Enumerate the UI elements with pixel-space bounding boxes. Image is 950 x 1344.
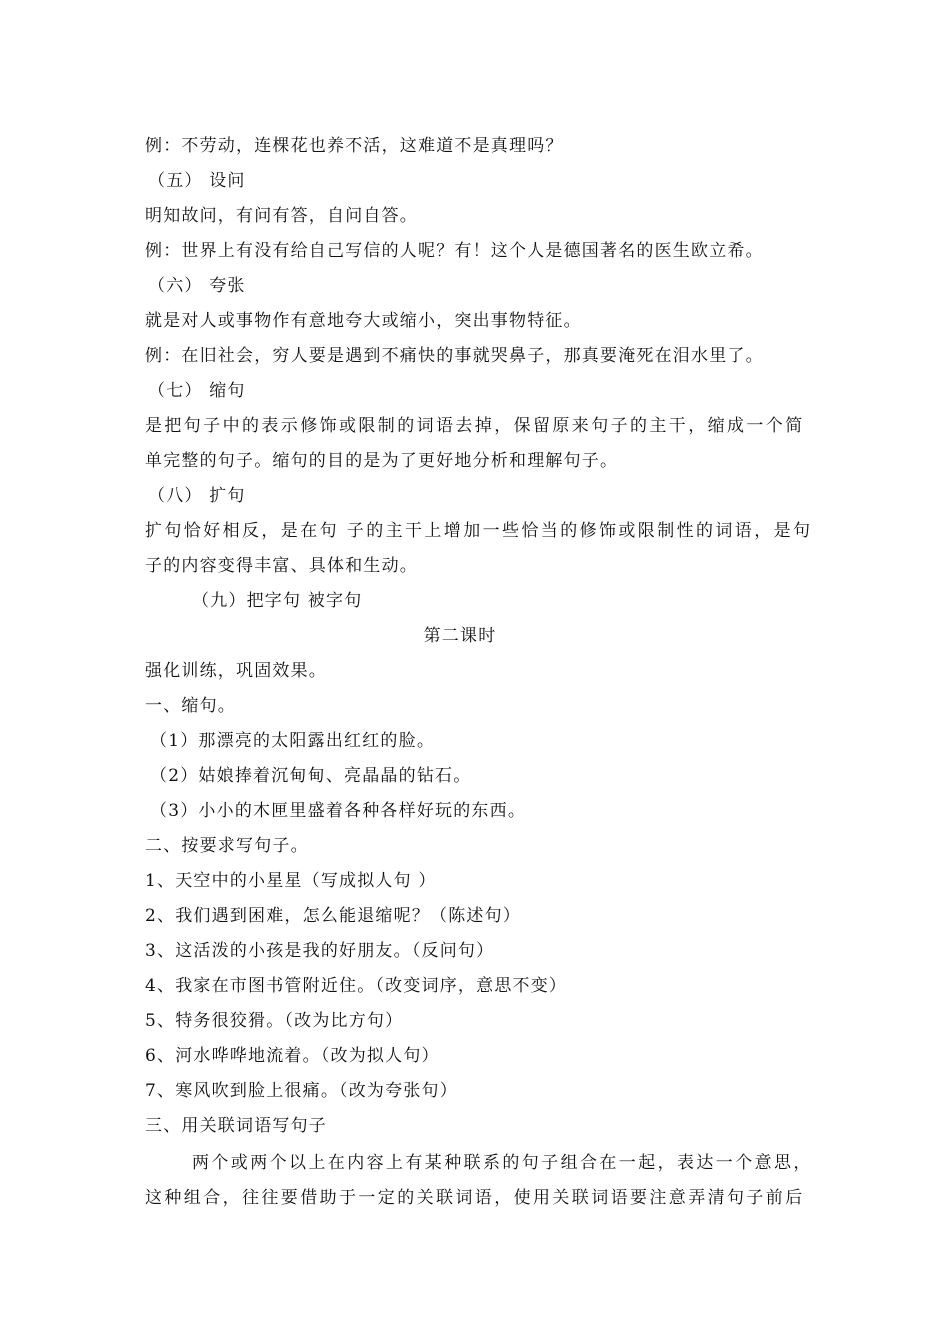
exercise-two-item-1: 1、天空中的小星星（写成拟人句 ） <box>145 871 437 891</box>
definition-expansion-line-1: 扩句恰好相反，是在句 子的主干上增加一些恰当的修饰或限制性的词语，是句 <box>145 521 813 541</box>
example-sheman: 例：世界上有没有给自己写信的人呢？有！这个人是德国著名的医生欧立希。 <box>145 241 764 261</box>
heading-rhetorical-question-sheman: （五） 设问 <box>148 171 246 191</box>
heading-ba-bei-sentences: （九）把字句 被字句 <box>192 591 363 611</box>
heading-sentence-shortening: （七） 缩句 <box>148 381 246 401</box>
exercise-one-item-2: （2）姑娘捧着沉甸甸、亮晶晶的钻石。 <box>150 766 472 786</box>
exercise-two-item-2: 2、我们遇到困难，怎么能退缩呢？（陈述句） <box>145 906 522 926</box>
conjunction-explanation-line-2: 这种组合，往往要借助于一定的关联词语，使用关联词语要注意弄清句子前后 <box>145 1188 805 1208</box>
definition-expansion-line-2: 子的内容变得丰富、具体和生动。 <box>145 556 418 576</box>
heading-sentence-expansion: （八） 扩句 <box>148 486 246 506</box>
exercise-two-item-3: 3、这活泼的小孩是我的好朋友。（反问句） <box>145 941 495 961</box>
heading-hyperbole: （六） 夸张 <box>148 276 246 296</box>
lesson-title: 第二课时 <box>423 626 497 646</box>
exercise-two-heading: 二、按要求写句子。 <box>145 836 309 856</box>
example-hyperbole: 例：在旧社会，穷人要是遇到不痛快的事就哭鼻子，那真要淹死在泪水里了。 <box>145 346 764 366</box>
exercise-three-heading: 三、用关联词语写句子 <box>145 1116 327 1136</box>
example-rhetorical-question: 例：不劳动，连棵花也养不活，这难道不是真理吗？ <box>145 136 564 156</box>
definition-shortening-line-1: 是把句子中的表示修饰或限制的词语去掉，保留原来句子的主干，缩成一个简 <box>145 416 805 436</box>
lesson-intro: 强化训练，巩固效果。 <box>145 661 327 681</box>
exercise-two-item-7: 7、寒风吹到脸上很痛。（改为夸张句） <box>145 1081 458 1101</box>
definition-sheman: 明知故问，有问有答，自问自答。 <box>145 206 418 226</box>
exercise-two-item-6: 6、河水哗哗地流着。（改为拟人句） <box>145 1046 440 1066</box>
conjunction-explanation-line-1: 两个或两个以上在内容上有某种联系的句子组合在一起，表达一个意思， <box>192 1153 813 1173</box>
exercise-two-item-5: 5、特务很狡猾。（改为比方句） <box>145 1011 404 1031</box>
exercise-one-item-3: （3）小小的木匣里盛着各种各样好玩的东西。 <box>150 801 527 821</box>
exercise-one-item-1: （1）那漂亮的太阳露出红红的脸。 <box>150 731 436 751</box>
definition-shortening-line-2: 单完整的句子。缩句的目的是为了更好地分析和理解句子。 <box>145 451 619 471</box>
definition-hyperbole: 就是对人或事物作有意地夸大或缩小，突出事物特征。 <box>145 311 582 331</box>
exercise-one-heading: 一、缩句。 <box>145 696 236 716</box>
exercise-two-item-4: 4、我家在市图书管附近住。（改变词序，意思不变） <box>145 976 568 996</box>
